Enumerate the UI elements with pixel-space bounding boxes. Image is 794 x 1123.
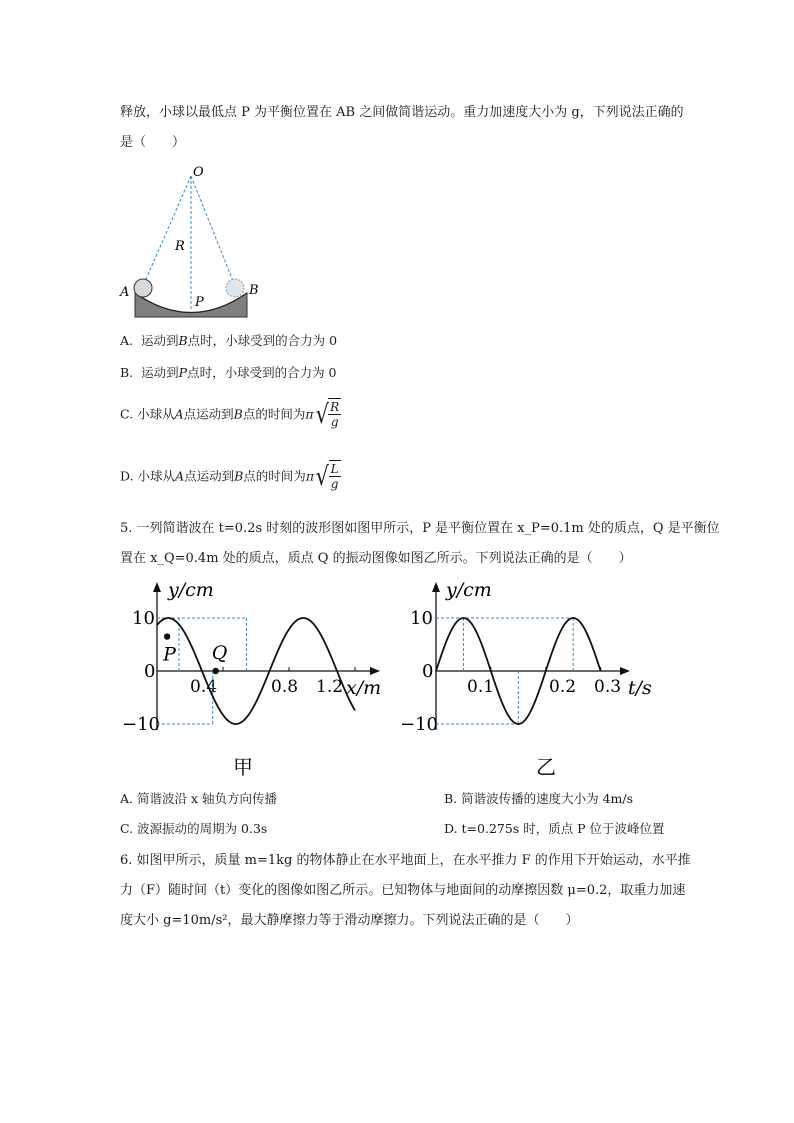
q4-option-b: B. 运动到P点时，小球受到的合力为 0 (120, 365, 337, 380)
wave-graph-jia (122, 578, 390, 783)
yi-y-arrow (432, 582, 440, 592)
yi-title: 乙 (536, 755, 556, 779)
jia-ylabel: y/cm (168, 579, 214, 601)
ball-B (226, 279, 244, 297)
jia-xlabel: x/m (346, 677, 382, 699)
jia-label-Q: Q (211, 642, 228, 664)
sqrt-L-over-g: √ $\frac{L}{g}$ (315, 462, 339, 492)
vibration-graph-yi (400, 578, 660, 783)
q4-option-a: A. 运动到B点时，小球受到的合力为 0 (120, 333, 338, 348)
jia-ytick-neg10: −10 (122, 714, 160, 735)
q6-stem-line1: 6. 如图甲所示，质量 m=1kg 的物体静止在水平地面上，在水平推力 F 的作用下开始运动，水平推 (120, 853, 691, 868)
yi-xtick-0.1: 0.1 (467, 677, 495, 697)
ball-A (134, 279, 152, 297)
label-O: O (193, 165, 204, 180)
jia-ytick-0: 0 (144, 661, 156, 682)
yi-ytick-0: 0 (422, 661, 434, 682)
jia-ytick-10: 10 (132, 608, 155, 629)
jia-xtick-1.2: 1.2 (316, 677, 344, 697)
q5-stem-line1: 5. 一列简谐波在 t=0.2s 时刻的波形图如图甲所示，P 是平衡位置在 x_P=0.1m 处的质点，Q 是平衡位 (120, 521, 720, 536)
yi-ytick-10: 10 (410, 608, 433, 629)
q5-stem-line2: 置在 x_Q=0.4m 处的质点，质点 Q 的振动图像如图乙所示。下列说法正确的是（ ） (120, 551, 632, 566)
q4-stem-line1: 释放，小球以最低点 P 为平衡位置在 AB 之间做简谐运动。重力加速度大小为 g，下列说法正确的 (120, 105, 684, 120)
q4-option-d: D. 小球从A点运动到B点的时间为π √ $\frac{L}{g}$ (120, 462, 339, 492)
label-A: A (120, 285, 130, 300)
q4-option-c: C. 小球从A点运动到B点的时间为π √ $\frac{R}{g}$ (120, 400, 340, 430)
label-R: R (175, 239, 185, 254)
yi-ytick-neg10: −10 (400, 714, 438, 735)
q6-stem-line3: 度大小 g=10m/s²，最大静摩擦力等于滑动摩擦力。下列说法正确的是（ ） (120, 913, 579, 928)
jia-point-Q (213, 668, 219, 674)
jia-xtick-0.4: 0.4 (190, 677, 218, 697)
q5-option-b: B. 简谐波传播的速度大小为 4m/s (444, 791, 634, 806)
yi-xtick-0.3: 0.3 (594, 677, 622, 697)
jia-y-arrow (153, 582, 161, 592)
sqrt-R-over-g: √ $\frac{R}{g}$ (315, 400, 340, 430)
yi-xtick-0.2: 0.2 (549, 677, 577, 697)
q4-figure (115, 160, 275, 325)
label-P: P (195, 295, 204, 310)
jia-xtick-0.8: 0.8 (271, 677, 299, 697)
yi-xlabel: t/s (628, 677, 652, 699)
q6-stem-line2: 力（F）随时间（t）变化的图像如图乙所示。已知物体与地面间的动摩擦因数 μ=0.2，取重力加速 (120, 883, 686, 898)
jia-x-arrow (370, 667, 380, 675)
jia-point-P (164, 633, 170, 639)
q4-stem-line2: 是（ ） (120, 135, 186, 150)
yi-ylabel: y/cm (446, 579, 492, 601)
jia-title: 甲 (233, 755, 253, 779)
q5-option-d: D. t=0.275s 时，质点 P 位于波峰位置 (444, 821, 665, 836)
jia-label-P: P (163, 643, 176, 666)
q5-option-c: C. 波源振动的周期为 0.3s (120, 821, 268, 836)
q5-option-a: A. 简谐波沿 x 轴负方向传播 (120, 791, 277, 806)
label-B: B (249, 283, 259, 298)
yi-x-arrow (620, 667, 630, 675)
